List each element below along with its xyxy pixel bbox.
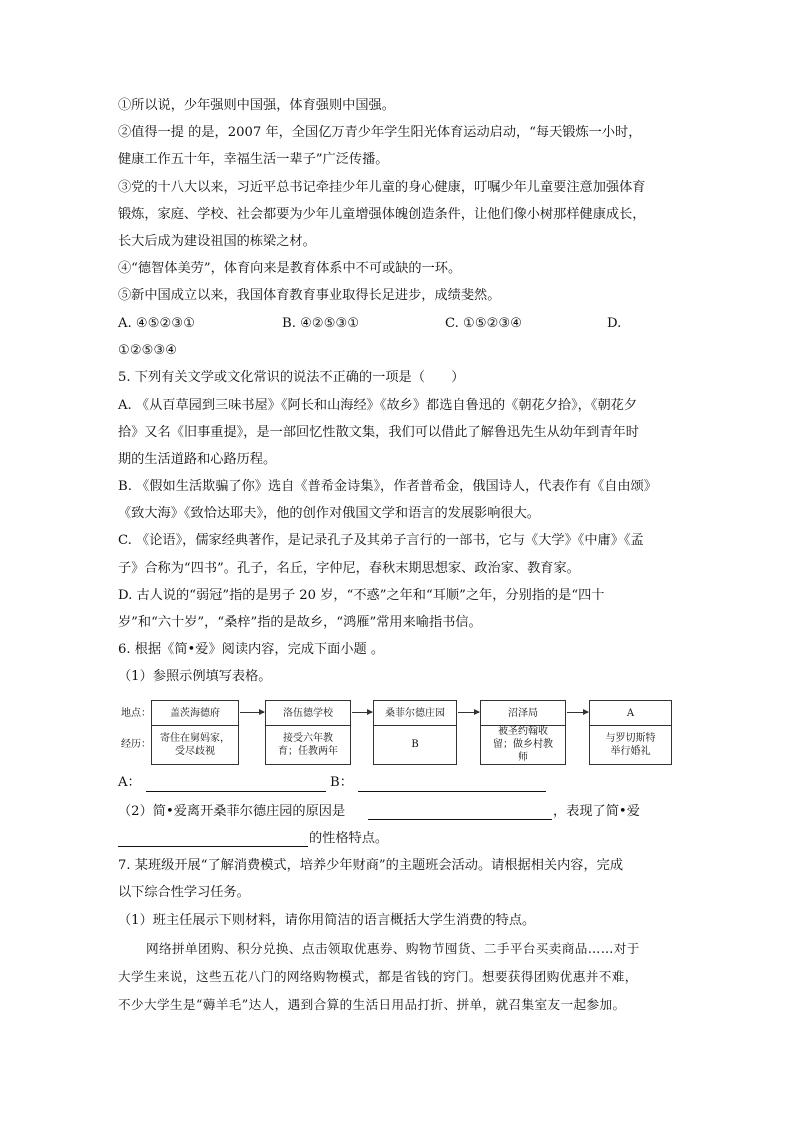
q6-stem: 6. 根据《简•爱》阅读内容，完成下面小题 。	[118, 642, 385, 657]
experience-cell: 寄住在舅妈家，受尽歧视	[160, 732, 230, 757]
sentence-3-cont2: 长大后成为建设祖国的栋梁之材。	[118, 234, 316, 249]
sentence-1: ①所以说，少年强则中国强，体育强则中国强。	[118, 98, 395, 113]
arrow-icon	[240, 712, 264, 713]
arrow-icon	[567, 712, 588, 713]
q5-option-c-cont: 子》合称为“四书”。孔子，名丘，字仲尼，春秋末期思想家、政治家、教育家。	[118, 561, 580, 576]
sentence-5: ⑤新中国成立以来，我国体育教育事业取得长足进步，成绩斐然。	[118, 288, 501, 303]
q5-option-d: D. 古人说的“弱冠”指的是男子 20 岁，“不惑”之年和“耳顺”之年，分别指的是“四十	[118, 588, 605, 603]
material-line-2: 大学生来说，这些五花八门的网络购物模式，都是省钱的窍门。想要获得团购优惠并不难，	[118, 969, 638, 984]
experience-cell: 被圣约翰收留；做乡村教师	[493, 726, 553, 763]
row-label-place: 地点：	[121, 708, 151, 719]
q5-option-a-cont2: 期的生活道路和心路历程。	[118, 452, 277, 467]
q5-option-b-cont: 《致大海》《致恰达耶夫》，他的创作对俄国文学和语言的发展影响很大。	[118, 506, 540, 521]
sentence-3-cont1: 锻炼，家庭、学校、社会都要为少年儿童增强体魄创造条件，让他们像小树那样健康成长，	[118, 207, 646, 222]
place-cell: 沼泽局	[481, 701, 565, 726]
table-column-4	[480, 700, 566, 765]
q7-stem: 7. 某班级开展“了解消费模式，培养少年财商”的主题班会活动。请根据相关内容，完成	[118, 858, 624, 873]
answer-label-a: A：	[118, 775, 141, 790]
q5-option-c: C. 《论语》，儒家经典著作，是记录孔子及其弟子言行的一部书，它与《大学》《中庸》《孟	[118, 533, 644, 548]
experience-cell: 与罗切斯特举行婚礼	[605, 732, 656, 757]
row-label-experience: 经历：	[121, 739, 151, 750]
q6-sub2-end: 的性格特点。	[309, 831, 389, 846]
arrow-icon	[458, 712, 479, 713]
table-column-5	[589, 700, 672, 765]
sentence-2-cont: 健康工作五十年，幸福生活一辈子”广泛传播。	[118, 152, 389, 167]
material-line-1: 网络拼单团购、积分兑换、点击领取优惠券、购物节囤货、二手平台买卖商品……对于	[146, 941, 640, 956]
q5-stem: 5. 下列有关文学或文化常识的说法不正确的一项是（ ）	[118, 370, 465, 385]
q6-sub1: （1）参照示例填写表格。	[118, 669, 272, 684]
answer-blank-trait[interactable]	[118, 846, 308, 847]
answer-blank-b[interactable]	[358, 791, 546, 792]
arrow-icon	[352, 712, 372, 713]
table-column-2	[265, 700, 351, 765]
q4-option-d-text: ①②⑤③④	[118, 343, 178, 358]
q7-sub1: （1）班主任展示下则材料，请你用简洁的语言概括大学生消费的特点。	[118, 913, 536, 928]
sentence-3: ③党的十八大以来，习近平总书记牵挂少年儿童的身心健康，叮嘱少年儿童要注意加强体育	[118, 180, 646, 195]
q4-option-b: B. ④②⑤③①	[282, 316, 360, 331]
q6-sub2: （2）简•爱离开桑菲尔德庄园的原因是	[118, 804, 346, 819]
q5-option-a-cont1: 拾》又名《旧事重提》，是一部回忆性散文集，我们可以借此了解鲁迅先生从幼年到青年时	[118, 425, 639, 440]
q5-option-d-cont: 岁”和“六十岁”，“桑梓”指的是故乡，“鸿雁”常用来喻指书信。	[118, 615, 482, 630]
q5-option-b: B. 《假如生活欺骗了你》选自《普希金诗集》，作者普希金，俄国诗人，代表作有《自由颂》	[118, 479, 657, 494]
table-column-3	[373, 700, 457, 765]
table-column-1	[151, 700, 239, 765]
answer-blank-reason[interactable]	[368, 819, 552, 820]
place-cell: 洛伍德学校	[266, 701, 350, 726]
sentence-2: ②值得一提 的是，2007 年，全国亿万青少年学生阳光体育运动启动，“每天锻炼一小时，	[118, 125, 642, 140]
q7-stem-cont: 以下综合性学习任务。	[118, 885, 250, 900]
q5-option-a: A. 《从百草园到三味书屋》《阿长和山海经》《故乡》都选自鲁迅的《朝花夕拾》，《朝花夕	[118, 398, 638, 413]
answer-label-b: B：	[330, 775, 353, 790]
place-cell: 桑菲尔德庄园	[374, 701, 456, 726]
experience-blank-b: B	[411, 739, 419, 750]
q4-option-c: C. ①⑤②③④	[445, 316, 523, 331]
material-line-3: 不少大学生是“薅羊毛”达人，遇到合算的生活日用品打折、拼单，就召集室友一起参加。	[118, 997, 626, 1012]
experience-cell: 接受六年教育；任教两年	[278, 732, 338, 757]
q4-option-a: A. ④⑤②③①	[118, 316, 196, 331]
q6-sub2-mid: ，表现了简•爱	[553, 804, 640, 819]
place-cell: 盖茨海德府	[152, 701, 238, 726]
place-blank-a: A	[590, 701, 671, 726]
answer-blank-a[interactable]	[146, 791, 326, 792]
sentence-4: ④“德智体美劳”，体育向来是教育体系中不可或缺的一环。	[118, 261, 462, 276]
q4-option-d: D.	[607, 316, 622, 331]
